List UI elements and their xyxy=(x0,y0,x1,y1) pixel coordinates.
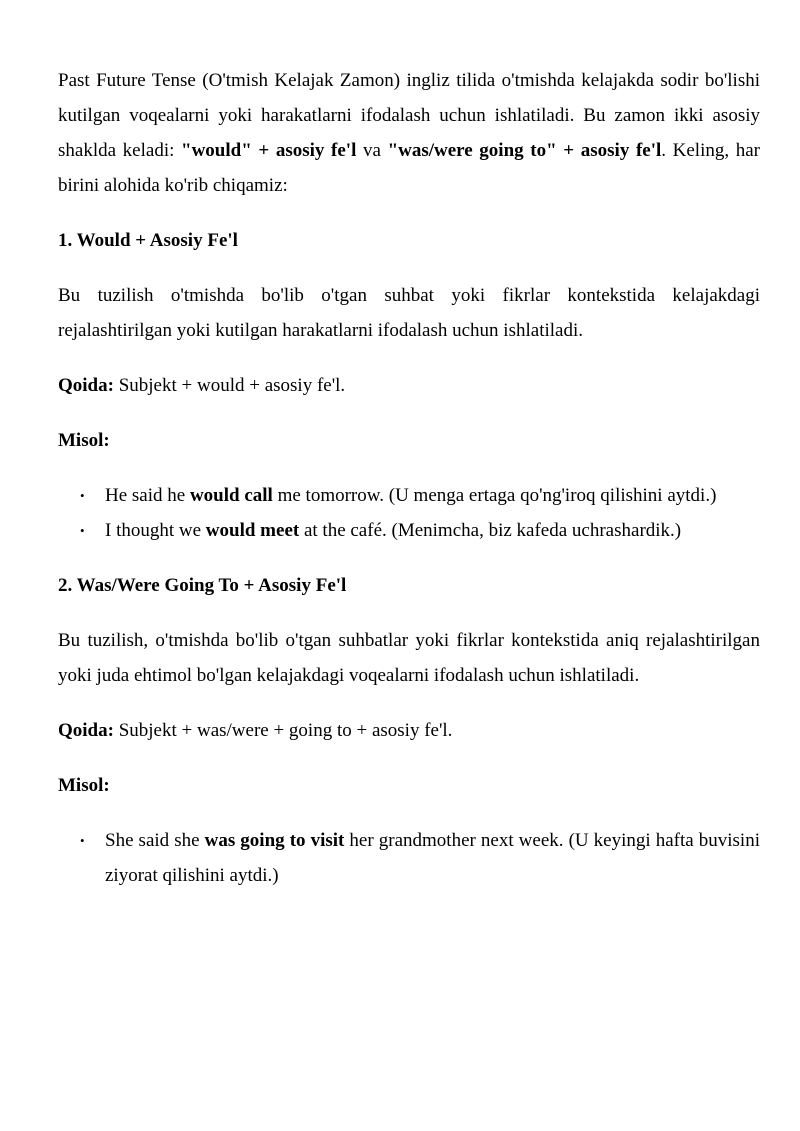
bullet-icon: • xyxy=(80,833,85,848)
intro-form-going-to: "was/were going to" + asosiy fe'l xyxy=(387,140,662,161)
rule-text: Subjekt + was/were + going to + asosiy fe'l. xyxy=(113,720,453,741)
section1-example-list xyxy=(58,478,760,548)
section1-rule xyxy=(58,368,760,403)
section2-description: Bu tuzilish, o'tmishda bo'lib o'tgan suhbatlar yoki fikrlar kontekstida aniq rejalashtirilgan yoki juda ehtimol bo'lgan kelajakdagi voqealarni ifodalash uchun ishlatiladi. xyxy=(58,630,760,686)
list-item: • She said she was going to visit her grandmother next week. (U keyingi hafta buvisini ziyorat qilishini aytdi.) xyxy=(58,823,760,893)
bullet-icon: • xyxy=(80,523,85,538)
section2-heading: 2. Was/Were Going To + Asosiy Fe'l xyxy=(58,575,347,596)
intro-form-would: "would" + asosiy fe'l xyxy=(181,140,357,161)
intro-paragraph: Past Future Tense (O'tmish Kelajak Zamon) ingliz tilida o'tmishda kelajakda sodir bo'lishi kutilgan voqealarni yoki harakatlarni ifodalash uchun ishlatiladi. Bu zamon ikki asosiy shaklda keladi: "would" + asosiy fe'l va "was/were going to" + asosiy fe'l. Keling, har birini alohida ko'rib chiqamiz: xyxy=(58,70,760,196)
section2-example-list xyxy=(58,823,760,893)
rule-text: Subjekt + would + asosiy fe'l. xyxy=(113,375,346,396)
document-page xyxy=(58,63,760,893)
section1-description: Bu tuzilish o'tmishda bo'lib o'tgan suhbat yoki fikrlar kontekstida kelajakdagi rejalashtirilgan yoki kutilgan harakatlarni ifodalash uchun ishlatiladi. xyxy=(58,285,760,341)
section1-heading: 1. Would + Asosiy Fe'l xyxy=(58,230,238,251)
rule-label: Qoida: xyxy=(58,375,114,396)
section1-example-label: Misol: xyxy=(58,430,110,451)
list-item: • I thought we would meet at the café. (Menimcha, biz kafeda uchrashardik.) xyxy=(58,513,760,548)
list-item: • He said he would call me tomorrow. (U menga ertaga qo'ng'iroq qilishini aytdi.) xyxy=(58,478,760,513)
section2-example-label: Misol: xyxy=(58,775,110,796)
bullet-icon: • xyxy=(80,488,85,503)
rule-label: Qoida: xyxy=(58,720,114,741)
section2-rule xyxy=(58,713,760,748)
